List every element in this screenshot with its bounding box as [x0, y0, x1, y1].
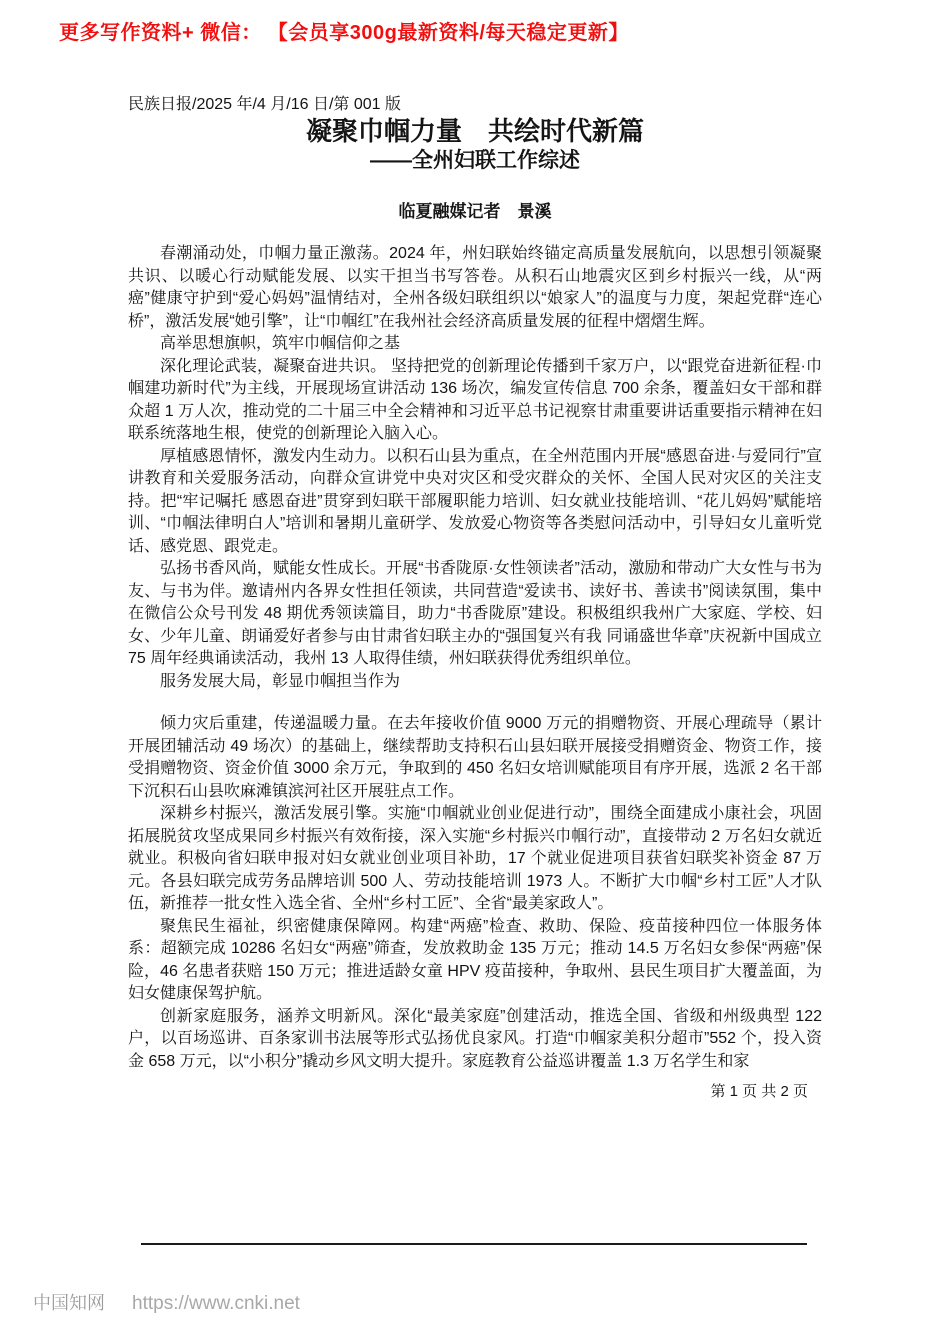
cnki-logo-text: 中国知网 — [33, 1293, 105, 1313]
section-heading: 高举思想旗帜，筑牢巾帼信仰之基 — [160, 335, 401, 352]
article-title: 凝聚巾帼力量 共绘时代新篇 — [305, 116, 644, 146]
article-body — [128, 243, 822, 1073]
article-paragraph: 厚植感恩情怀，激发内生动力。以积石山县为重点，在全州范围内开展“感恩奋进·与爱同行”宣讲教育和关爱服务活动，向群众宣讲党中央对灾区和受灾群众的关怀、全国人民对灾区的关注支持。把“牢记嘱托 感恩奋进”贯穿到妇联干部履职能力培训、妇女就业技能培训、“花儿妈妈”赋能培训、“巾帼法律明白人”培训和暑期儿童研学、发放爱心物资等各类慰问活动中，引导妇女儿童听党话、感党恩、跟党走。 — [128, 447, 822, 555]
article-subtitle: ——全州妇联工作综述 — [370, 149, 580, 172]
article-paragraph: 深化理论武装，凝聚奋进共识。 坚持把党的创新理论传播到千家万户，以“跟党奋进新征程·巾帼建功新时代”为主线，开展现场宣讲活动 136 场次，编发宣传信息 700 余条，覆盖妇女干部和群众超 1 万人次，推动党的二十届三中全会精神和习近平总书记视察甘肃重要讲话重要指示精神在妇联系统落地生根，使党的创新理论入脑入心。 — [128, 357, 822, 442]
cnki-watermark — [33, 1292, 300, 1315]
article-paragraph: 聚焦民生福祉，织密健康保障网。构建“两癌”检查、救助、保险、疫苗接种四位一体服务体系：超额完成 10286 名妇女“两癌”筛查，发放救助金 135 万元；推动 14.5 万名妇女参保“两癌”保险，46 名患者获赔 150 万元；推进适龄女童 HPV 疫苗接种，争取州、县民生项目扩大覆盖面，为妇女健康保驾护航。 — [128, 917, 822, 1002]
article-paragraph: 深耕乡村振兴，激活发展引擎。实施“巾帼就业创业促进行动”，围绕全面建成小康社会，巩固拓展脱贫攻坚成果同乡村振兴有效衔接，深入实施“乡村振兴巾帼行动”，直接带动 2 万名妇女就近就业。积极向省妇联申报对妇女就业创业项目补助，17 个就业促进项目获省妇联奖补资金 87 万元。各县妇联完成劳务品牌培训 500 人、劳动技能培训 1973 人。不断扩大巾帼“乡村工匠”人才队伍，新推荐一批女性入选全省、全州“乡村工匠”、全省“最美家政人”。 — [128, 805, 822, 912]
article-paragraph: 创新家庭服务，涵养文明新风。深化“最美家庭”创建活动，推选全国、省级和州级典型 122 户，以百场巡讲、百条家训书法展等形式弘扬优良家风。打造“巾帼家美积分超市”552 个，投入资金 658 万元，以“小积分”撬动乡风文明大提升。家庭教育公益巡讲覆盖 1.3 万名学生和家 — [128, 1007, 822, 1070]
promo-banner: 更多写作资料+ 微信： 【会员享300g最新资料/每天稳定更新】 — [59, 22, 629, 44]
article-paragraph: 春潮涌动处，巾帼力量正激荡。2024 年，州妇联始终锚定高质量发展航向，以思想引领凝聚共识、以暖心行动赋能发展、以实干担当书写答卷。从积石山地震灾区到乡村振兴一线，从“两癌”健康守护到“爱心妈妈”温情结对，全州各级妇联组织以“娘家人”的温度与力度，架起党群“连心桥”，激活发展“她引擎”，让“巾帼红”在我州社会经济高质量发展的征程中熠熠生辉。 — [128, 245, 822, 330]
article-paragraph: 倾力灾后重建，传递温暖力量。在去年接收价值 9000 万元的捐赠物资、开展心理疏导（累计开展团辅活动 49 场次）的基础上，继续帮助支持积石山县妇联开展接受捐赠资金、物资工作，接受捐赠物资、资金价值 3000 余万元，争取到的 450 名妇女培训赋能项目有序开展，选派 2 名干部下沉积石山县吹麻滩镇滨河社区开展驻点工作。 — [128, 715, 822, 800]
article-byline: 临夏融媒记者 景溪 — [398, 202, 552, 221]
source-line: 民族日报/2025 年/4 月/16 日/第 001 版 — [128, 96, 401, 113]
article-page — [128, 96, 822, 1101]
article-paragraph: 弘扬书香风尚，赋能女性成长。开展“书香陇原·女性领读者”活动，激励和带动广大女性与书为友、与书为伴。邀请州内各界女性担任领读，共同营造“爱读书、读好书、善读书”阅读氛围，集中在微信公众号刊发 48 期优秀领读篇目，助力“书香陇原”建设。积极组织我州广大家庭、学校、妇女、少年儿童、朗诵爱好者参与由甘肃省妇联主办的“强国复兴有我 同诵盛世华章”庆祝新中国成立 75 周年经典诵读活动，我州 13 人取得佳绩，州妇联获得优秀组织单位。 — [128, 560, 822, 667]
cnki-url: https://www.cnki.net — [132, 1293, 300, 1314]
section-heading: 服务发展大局，彰显巾帼担当作为 — [160, 672, 401, 690]
page-number: 第 1 页 共 2 页 — [710, 1083, 808, 1100]
page-divider — [141, 1243, 807, 1245]
